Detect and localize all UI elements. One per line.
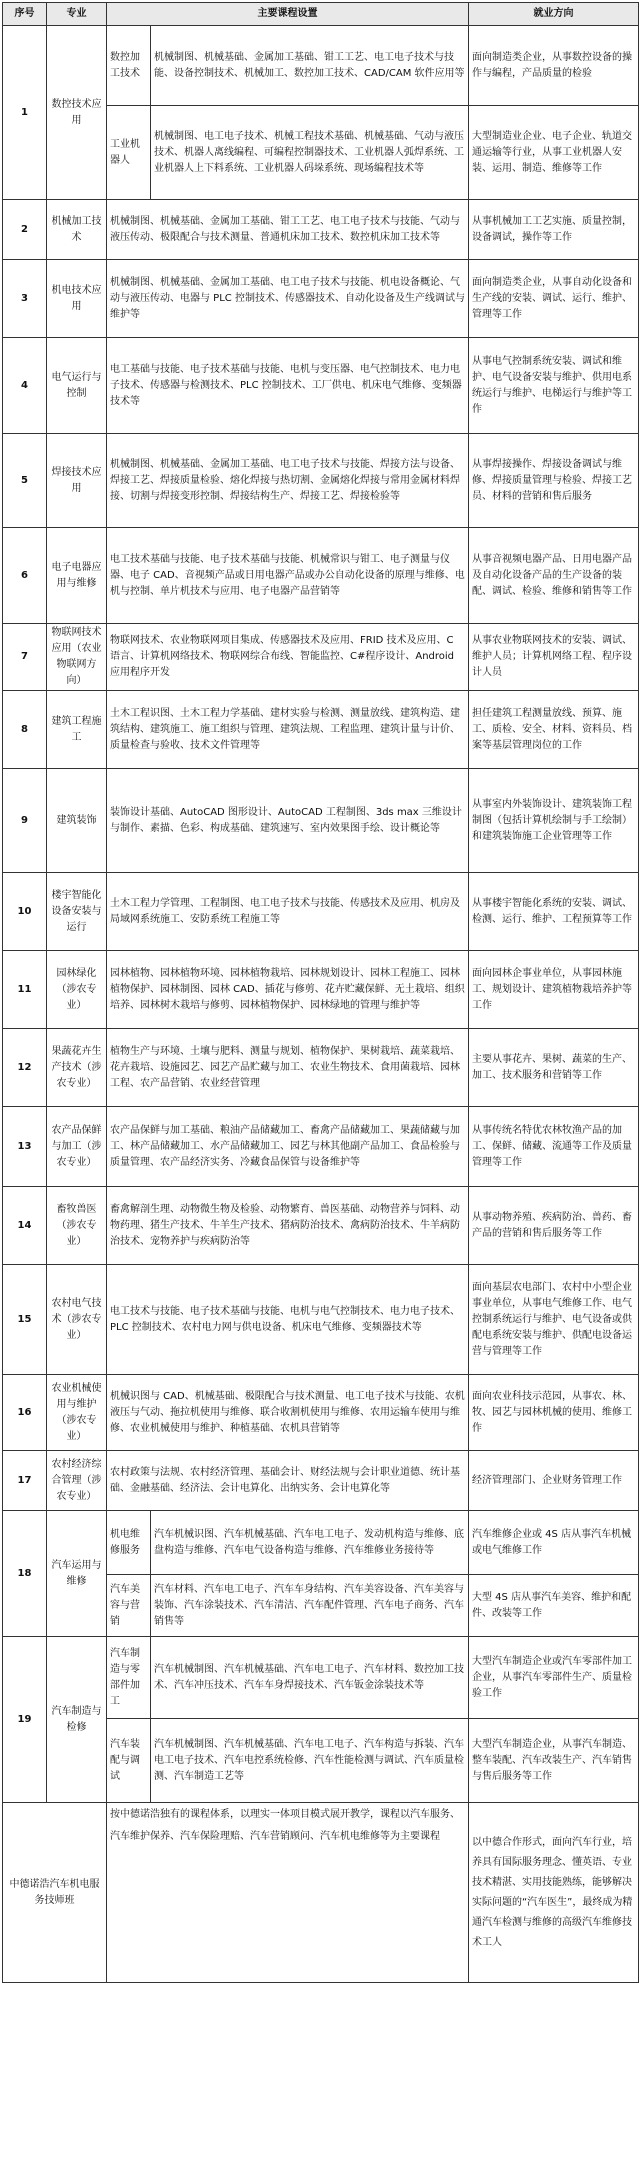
career-direction: 大型 4S 店从事汽车美容、维护和配件、改装等工作 [469,1575,639,1637]
course-list: 机械制图、机械基础、金属加工基础、钳工工艺、电工电子技术与技能、气动与液压传动、极限配合与技术测量、普通机床加工技术、数控机床加工技术等 [107,200,469,260]
sub-direction: 工业机器人 [107,106,151,200]
major-name: 园林绿化（涉农专业） [47,951,107,1029]
row-number: 16 [3,1375,47,1451]
career-direction: 大型汽车制造企业或汽车零部件加工企业，从事汽车零部件生产、质量检验工作 [469,1637,639,1719]
course-list: 物联网技术、农业物联网项目集成、传感器技术及应用、FRID 技术及应用、C 语言、计算机网络技术、物联网综合布线、智能监控、C#程序设计、Android 应用程序开发 [107,624,469,691]
career-direction: 面向农业科技示范园，从事农、林、牧、园艺与园林机械的使用、维修工作 [469,1375,639,1451]
major-name: 电气运行与控制 [47,338,107,434]
row-number: 9 [3,769,47,873]
table-row [3,1637,639,1719]
table-row [3,769,639,873]
table-row [3,1107,639,1187]
career-direction: 面向园林企事业单位，从事园林施工、规划设计、建筑植物栽培养护等工作 [469,951,639,1029]
table-row [3,1029,639,1107]
row-number: 11 [3,951,47,1029]
major-name: 机械加工技术 [47,200,107,260]
career-direction: 从事音视频电器产品、日用电器产品及自动化设备产品的生产设备的装配、调试、检验、维修和销售等工作 [469,528,639,624]
course-list: 汽车机械识图、汽车机械基础、汽车电工电子、发动机构造与维修、底盘构造与维修、汽车电气设备构造与维修、汽车维修业务接待等 [151,1511,469,1575]
career-direction: 面向制造类企业，从事数控设备的操作与编程，产品质量的检验 [469,26,639,106]
career-direction: 从事农业物联网技术的安装、调试、维护人员；计算机网络工程、程序设计人员 [469,624,639,691]
career-direction: 以中德合作形式，面向汽车行业，培养具有国际服务理念、懂英语、专业技术精湛、实用技能熟练，能够解决实际问题的“汽车医生”，最终成为精通汽车检测与维修的高级汽车维修技术工人 [469,1803,639,1983]
course-list: 电工技术基础与技能、电子技术基础与技能、机械常识与钳工、电子测量与仪器、电子 CAD、音视频产品或日用电器产品或办公自动化设备的原理与维修、电机与控制、单片机技术与应用、电子电器产品营销等 [107,528,469,624]
header-courses: 主要课程设置 [107,3,469,26]
row-number: 18 [3,1511,47,1637]
course-list: 机械制图、机械基础、金属加工基础、电工电子技术与技能、焊接方法与设备、焊接工艺、焊接质量检验、熔化焊接与热切割、金属熔化焊接与常用金属材料焊接、切割与焊接变形控制、焊接结构生产、焊接工艺、焊接检验等 [107,434,469,528]
header-row [3,3,639,26]
career-direction: 从事电气控制系统安装、调试和维护、电气设备安装与维护、供用电系统运行与维护、电梯运行与维护等工作 [469,338,639,434]
table-row [3,624,639,691]
major-name: 电子电器应用与维修 [47,528,107,624]
table-row [3,1803,639,1983]
major-name: 果蔬花卉生产技术（涉农专业） [47,1029,107,1107]
major-name: 农村经济综合管理（涉农专业） [47,1451,107,1511]
table-row [3,434,639,528]
career-direction: 从事焊接操作、焊接设备调试与维修、焊接质量管理与检验、焊接工艺员、材料的营销和售后服务 [469,434,639,528]
major-name: 畜牧兽医（涉农专业） [47,1187,107,1265]
table-row [3,338,639,434]
course-list: 机械制图、电工电子技术、机械工程技术基础、机械基础、气动与液压技术、机器人离线编程、可编程控制器技术、工业机器人弧焊系统、工业机器人上下料系统、工业机器人码垛系统、现场编程技术等 [151,106,469,200]
major-name: 物联网技术应用（农业物联网方向） [47,624,107,691]
career-direction: 经济管理部门、企业财务管理工作 [469,1451,639,1511]
major-name: 建筑工程施工 [47,691,107,769]
career-direction: 从事动物养殖、疾病防治、兽药、畜产品的营销和售后服务等工作 [469,1187,639,1265]
major-name: 数控技术应用 [47,26,107,200]
career-direction: 担任建筑工程测量放线、预算、施工、质检、安全、材料、资料员、档案等基层管理岗位的工作 [469,691,639,769]
sub-direction: 汽车装配与调试 [107,1719,151,1803]
table-row [3,26,639,106]
course-list: 机械识图与 CAD、机械基础、极限配合与技术测量、电工电子技术与技能、农机液压与气动、拖拉机使用与维修、联合收割机使用与维修、农用运输车使用与维修、农业机械使用与维护、种植基础、农机具营销等 [107,1375,469,1451]
row-number: 17 [3,1451,47,1511]
table-row [3,1375,639,1451]
table-row [3,1265,639,1375]
course-list: 园林植物、园林植物环境、园林植物栽培、园林规划设计、园林工程施工、园林植物保护、园林制图、园林 CAD、插花与修剪、花卉贮藏保鲜、无土栽培、组织培养、园林树木栽培与修剪、园林植物保护、园林绿地的管理与维护等 [107,951,469,1029]
major-name: 中德诺浩汽车机电服务技师班 [3,1803,107,1983]
major-name: 汽车制造与检修 [47,1637,107,1803]
course-list: 汽车机械制图、汽车机械基础、汽车电工电子、汽车构造与拆装、汽车电工电子技术、汽车电控系统检修、汽车性能检测与调试、汽车质量检测、汽车制造工艺等 [151,1719,469,1803]
table-row [3,1511,639,1575]
course-list: 农村政策与法规、农村经济管理、基础会计、财经法规与会计职业道德、统计基础、金融基础、经济法、会计电算化、出纳实务、会计电算化等 [107,1451,469,1511]
row-number: 12 [3,1029,47,1107]
row-number: 1 [3,26,47,200]
header-no: 序号 [3,3,47,26]
major-name: 机电技术应用 [47,260,107,338]
course-list: 电工技术与技能、电子技术基础与技能、电机与电气控制技术、电力电子技术、PLC 控制技术、农村电力网与供电设备、机床电气维修、变频器技术等 [107,1265,469,1375]
career-direction: 从事机械加工工艺实施、质量控制，设备调试，操作等工作 [469,200,639,260]
career-direction: 大型汽车制造企业，从事汽车制造、整车装配、汽车改装生产、汽车销售与售后服务等工作 [469,1719,639,1803]
career-direction: 从事楼宇智能化系统的安装、调试、检测、运行、维护、工程预算等工作 [469,873,639,951]
course-list: 按中德诺浩独有的课程体系，以理实一体项目模式展开教学，课程以汽车服务、汽车维护保养、汽车保险理赔、汽车营销顾问、汽车机电维修等为主要课程 [107,1803,469,1983]
row-number: 5 [3,434,47,528]
major-name: 农村电气技术（涉农专业） [47,1265,107,1375]
table-row [3,691,639,769]
course-list: 植物生产与环境、土壤与肥料、测量与规划、植物保护、果树栽培、蔬菜栽培、花卉栽培、设施园艺、园艺产品贮藏与加工、农业生物技术、食用菌栽培、园林工程、农产品营销、农业经营管理 [107,1029,469,1107]
sub-direction: 汽车制造与零部件加工 [107,1637,151,1719]
course-list: 装饰设计基础、AutoCAD 图形设计、AutoCAD 工程制图、3ds max 三维设计与制作、素描、色彩、构成基础、建筑速写、室内效果图手绘、设计概论等 [107,769,469,873]
major-name: 楼宇智能化设备安装与运行 [47,873,107,951]
row-number: 13 [3,1107,47,1187]
table-row [3,873,639,951]
course-list: 电工基础与技能、电子技术基础与技能、电机与变压器、电气控制技术、电力电子技术、传感器与检测技术、PLC 控制技术、工厂供电、机床电气维修、变频器技术等 [107,338,469,434]
course-list: 机械制图、机械基础、金属加工基础、电工电子技术与技能、机电设备概论、气动与液压传动、电器与 PLC 控制技术、传感器技术、自动化设备及生产线调试与维护等 [107,260,469,338]
course-list: 土木工程力学管理、工程制图、电工电子技术与技能、传感技术及应用、机房及局域网系统施工、安防系统工程施工等 [107,873,469,951]
row-number: 14 [3,1187,47,1265]
major-name: 农业机械使用与维护（涉农专业） [47,1375,107,1451]
row-number: 3 [3,260,47,338]
table-row [3,1187,639,1265]
table-row [3,200,639,260]
row-number: 6 [3,528,47,624]
sub-direction: 机电维修服务 [107,1511,151,1575]
table-row [3,260,639,338]
career-direction: 从事室内外装饰设计、建筑装饰工程制图（包括计算机绘制与手工绘制）和建筑装饰施工企业管理等工作 [469,769,639,873]
career-direction: 面向基层农电部门、农村中小型企业事业单位，从事电气维修工作、电气控制系统运行与维护、电气设备或供配电系统安装与维护、供配电设备运营与管理等工作 [469,1265,639,1375]
career-direction: 主要从事花卉、果树、蔬菜的生产、加工、技术服务和营销等工作 [469,1029,639,1107]
row-number: 8 [3,691,47,769]
row-number: 2 [3,200,47,260]
career-direction: 大型制造业企业、电子企业、轨道交通运输等行业，从事工业机器人安装、运用、制造、维修等工作 [469,106,639,200]
course-list: 汽车材料、汽车电工电子、汽车车身结构、汽车美容设备、汽车美容与装饰、汽车涂装技术、汽车清洁、汽车配件管理、汽车电子商务、汽车销售等 [151,1575,469,1637]
course-list: 汽车机械制图、汽车机械基础、汽车电工电子、汽车材料、数控加工技术、汽车冲压技术、汽车车身焊接技术、汽车钣金涂装技术等 [151,1637,469,1719]
row-number: 15 [3,1265,47,1375]
major-name: 汽车运用与维修 [47,1511,107,1637]
row-number: 4 [3,338,47,434]
row-number: 19 [3,1637,47,1803]
table-row [3,528,639,624]
major-name: 建筑装饰 [47,769,107,873]
sub-direction: 汽车美容与营销 [107,1575,151,1637]
header-major: 专业 [47,3,107,26]
major-name: 农产品保鲜与加工（涉农专业） [47,1107,107,1187]
table-row [3,951,639,1029]
career-direction: 从事传统名特优农林牧渔产品的加工、保鲜、储藏、流通等工作及质量管理等工作 [469,1107,639,1187]
table-row [3,1451,639,1511]
course-list: 畜禽解剖生理、动物微生物及检验、动物繁育、兽医基础、动物营养与饲料、动物药理、猪生产技术、牛羊生产技术、猪病防治技术、禽病防治技术、牛羊病防治技术、宠物养护与疾病防治等 [107,1187,469,1265]
major-name: 焊接技术应用 [47,434,107,528]
curriculum-table [2,2,639,1983]
header-career: 就业方向 [469,3,639,26]
course-list: 农产品保鲜与加工基础、粮油产品储藏加工、畜禽产品储藏加工、果蔬储藏与加工、林产品储藏加工、水产品储藏加工、园艺与林其他副产品加工、食品检验与质量管理、农产品经济实务、冷藏食品保管与设备维护等 [107,1107,469,1187]
course-list: 机械制图、机械基础、金属加工基础、钳工工艺、电工电子技术与技能、设备控制技术、机械加工、数控加工技术、CAD/CAM 软件应用等 [151,26,469,106]
career-direction: 汽车维修企业或 4S 店从事汽车机械或电气维修工作 [469,1511,639,1575]
row-number: 7 [3,624,47,691]
sub-direction: 数控加工技术 [107,26,151,106]
course-list: 土木工程识图、土木工程力学基础、建材实验与检测、测量放线、建筑构造、建筑结构、建筑施工、施工组织与管理、建筑法规、工程监理、建筑计量与计价、质量检查与验收、技术文件管理等 [107,691,469,769]
career-direction: 面向制造类企业，从事自动化设备和生产线的安装、调试、运行、维护、管理等工作 [469,260,639,338]
row-number: 10 [3,873,47,951]
